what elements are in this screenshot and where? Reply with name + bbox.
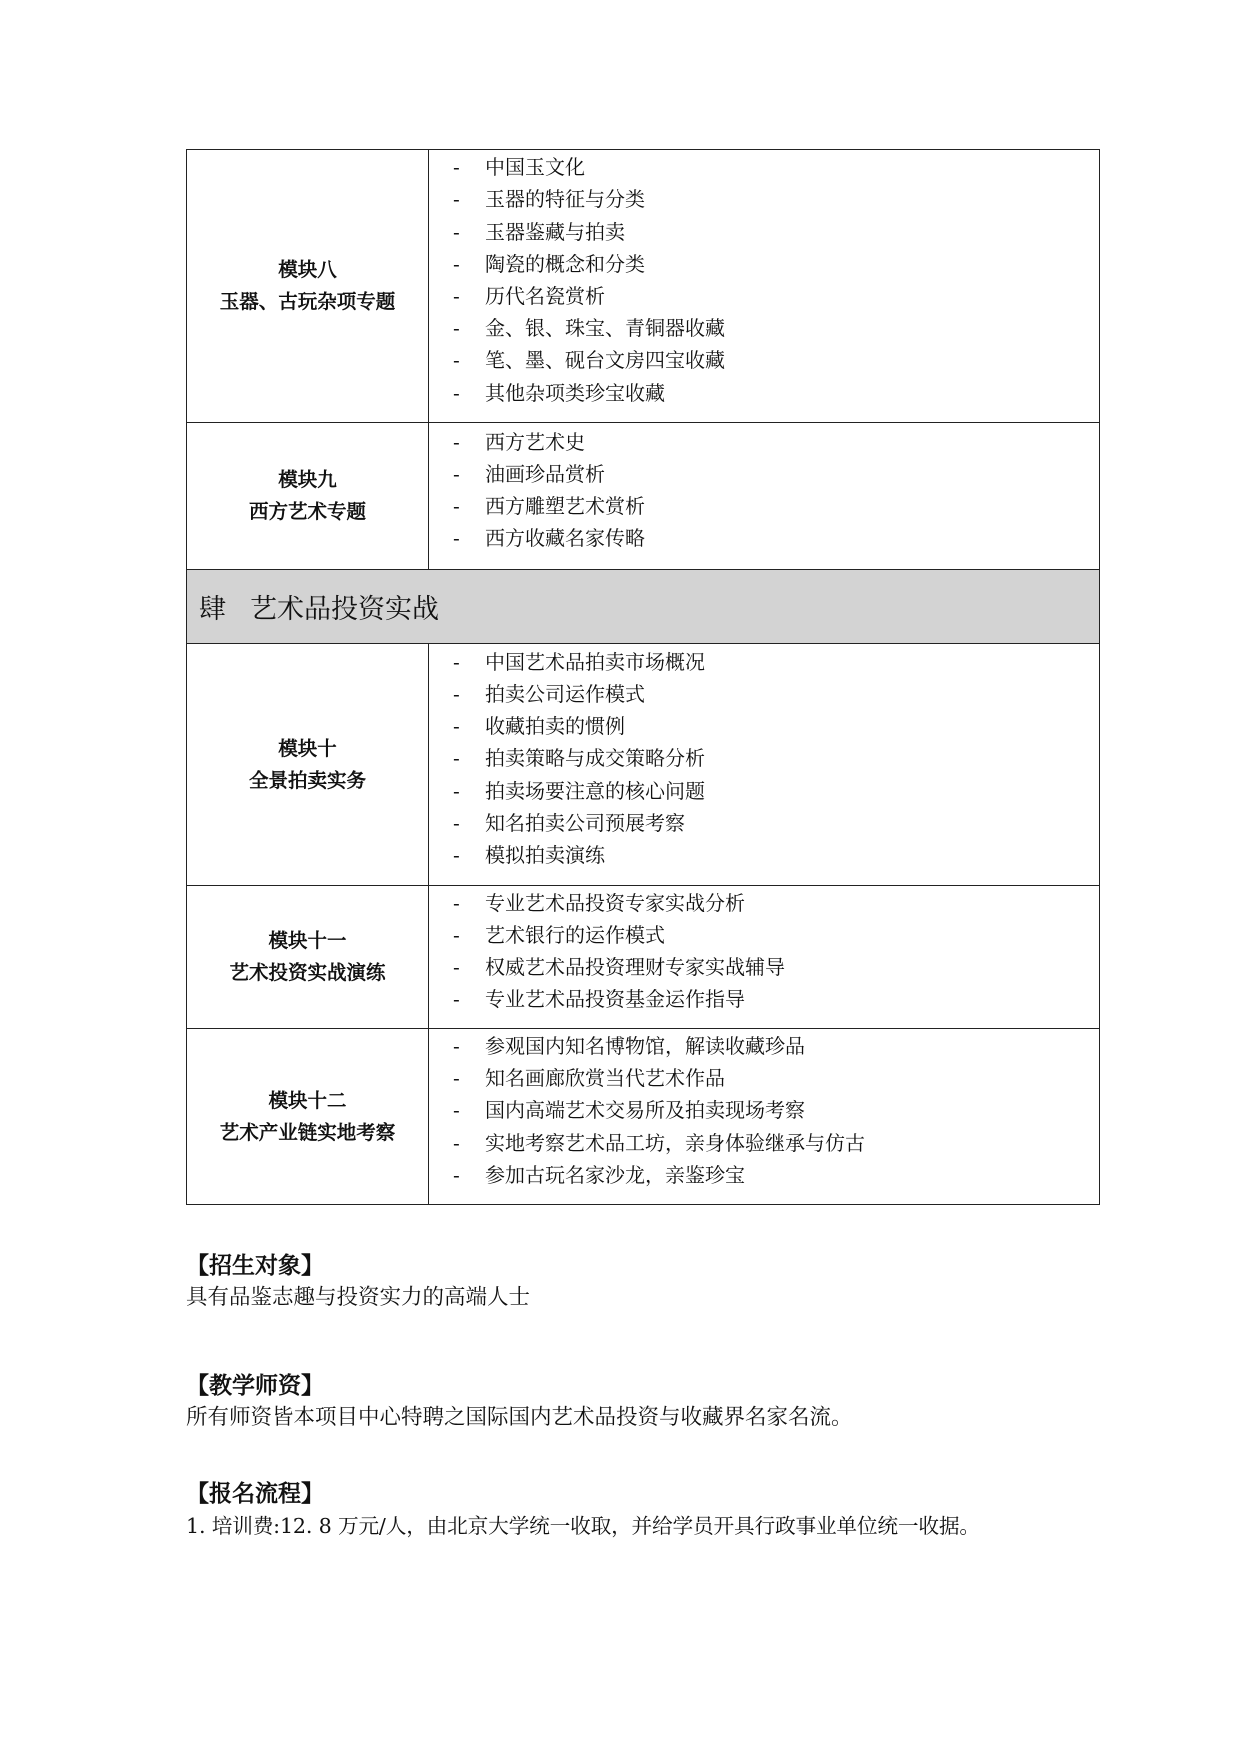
dash-bullet: -: [453, 187, 460, 212]
dash-bullet: -: [453, 429, 460, 454]
enrollment-heading: 【招生对象】: [186, 1253, 324, 1279]
topic-text: 历代名瓷赏析: [485, 284, 605, 308]
topic-item: [429, 951, 1099, 983]
topic-text: 参加古玩名家沙龙，亲鉴珍宝: [485, 1162, 745, 1187]
module-title: 西方艺术专题: [248, 500, 366, 523]
dash-bullet: -: [453, 1098, 460, 1123]
topic-item: [429, 1094, 1099, 1126]
topic-item: [429, 1030, 1099, 1062]
topic-text: 实地考察艺术品工坊，亲身体验继承与仿古: [485, 1130, 865, 1155]
topic-text: 模拟拍卖演练: [485, 842, 605, 867]
topic-item: [429, 344, 1099, 376]
module-title: 全景拍卖实务: [248, 768, 366, 792]
topic-item: [429, 807, 1099, 839]
section-header: [187, 570, 1100, 644]
dash-bullet: -: [453, 251, 460, 276]
topic-text: 专业艺术品投资专家实战分析: [485, 890, 745, 915]
dash-bullet: -: [453, 1162, 460, 1187]
topic-item: [429, 458, 1099, 490]
topic-text: 参观国内知名博物馆，解读收藏珍品: [485, 1034, 805, 1059]
dash-bullet: -: [453, 746, 460, 771]
topic-list: [429, 151, 1099, 421]
topic-text: 拍卖策略与成交策略分析: [485, 746, 705, 771]
topic-text: 笔、墨、砚台文房四宝收藏: [485, 348, 725, 373]
topic-item: [429, 522, 1099, 554]
topic-text: 国内高端艺术交易所及拍卖现场考察: [485, 1098, 805, 1123]
topic-text: 权威艺术品投资理财专家实战辅导: [485, 955, 785, 979]
dash-bullet: -: [453, 1066, 460, 1091]
topic-item: [429, 919, 1099, 951]
enrollment-section: [186, 1250, 1106, 1314]
topic-item: [429, 248, 1099, 280]
dash-bullet: -: [453, 890, 460, 915]
topic-item: [429, 775, 1099, 807]
section-number: 肆: [199, 594, 226, 625]
topic-item: [429, 151, 1099, 183]
dash-bullet: -: [453, 219, 460, 244]
topics-cell: [429, 150, 1100, 423]
dash-bullet: -: [453, 810, 460, 835]
module-row-11: [187, 886, 1100, 1029]
topic-list: [429, 426, 1099, 567]
topic-text: 陶瓷的概念和分类: [485, 251, 645, 276]
topic-list: [429, 1030, 1099, 1203]
topic-item: [429, 678, 1099, 710]
module-number: 模块十: [278, 736, 337, 760]
topic-item: [429, 839, 1099, 871]
faculty-section: [186, 1370, 1106, 1434]
module-row-12: [187, 1029, 1100, 1205]
module-cell: [187, 423, 429, 570]
topic-text: 金、银、珠宝、青铜器收藏: [485, 316, 725, 341]
topic-text: 艺术银行的运作模式: [485, 922, 665, 947]
topic-item: [429, 216, 1099, 248]
module-cell: [187, 644, 429, 886]
topic-item: [429, 887, 1099, 919]
section-row: [187, 570, 1100, 644]
topic-text: 西方艺术史: [485, 429, 585, 454]
dash-bullet: -: [453, 714, 460, 739]
dash-bullet: -: [453, 380, 460, 405]
module-title: 艺术产业链实地考察: [219, 1120, 396, 1144]
topic-text: 拍卖场要注意的核心问题: [485, 778, 705, 803]
module-number: 模块十一: [268, 929, 347, 952]
dash-bullet: -: [453, 348, 460, 373]
dash-bullet: -: [453, 682, 460, 707]
dash-bullet: -: [453, 494, 460, 518]
module-row-10: [187, 644, 1100, 886]
topic-item: [429, 710, 1099, 742]
topic-list: [429, 887, 1099, 1028]
dash-bullet: -: [453, 778, 460, 803]
registration-section: [186, 1478, 1106, 1542]
module-cell: [187, 886, 429, 1029]
topic-text: 知名拍卖公司预展考察: [485, 810, 685, 835]
module-title: 玉器、古玩杂项专题: [219, 290, 396, 313]
dash-bullet: -: [453, 284, 460, 308]
topic-text: 中国艺术品拍卖市场概况: [485, 649, 705, 674]
module-number: 模块八: [278, 258, 337, 281]
dash-bullet: -: [453, 155, 460, 180]
topic-text: 油画珍品赏析: [485, 461, 605, 486]
topic-text: 知名画廊欣赏当代艺术作品: [485, 1066, 725, 1091]
topics-cell: [429, 644, 1100, 886]
topic-item: [429, 1159, 1099, 1191]
registration-heading: 【报名流程】: [186, 1481, 324, 1507]
topic-text: 拍卖公司运作模式: [485, 682, 645, 707]
faculty-heading: 【教学师资】: [186, 1373, 324, 1399]
dash-bullet: -: [453, 1034, 460, 1059]
topic-text: 专业艺术品投资基金运作指导: [485, 987, 745, 1012]
enrollment-text: 具有品鉴志趣与投资实力的高端人士: [186, 1285, 531, 1310]
topic-item: [429, 426, 1099, 458]
section-title: 艺术品投资实战: [250, 594, 439, 625]
topic-item: [429, 280, 1099, 312]
topics-cell: [429, 423, 1100, 570]
dash-bullet: -: [453, 461, 460, 486]
topic-text: 玉器的特征与分类: [485, 187, 645, 212]
registration-item-1: 1. 培训费:12. 8 万元/人，由北京大学统一收取，并给学员开具行政事业单位统一收据。: [186, 1514, 980, 1538]
dash-bullet: -: [453, 955, 460, 979]
topic-text: 西方雕塑艺术赏析: [485, 494, 645, 518]
topic-item: [429, 490, 1099, 522]
dash-bullet: -: [453, 649, 460, 674]
module-cell: [187, 150, 429, 423]
curriculum-table: [186, 149, 1100, 1205]
dash-bullet: -: [453, 987, 460, 1012]
module-row-8: [187, 150, 1100, 423]
dash-bullet: -: [453, 922, 460, 947]
module-cell: [187, 1029, 429, 1205]
topics-cell: [429, 1029, 1100, 1205]
topic-item: [429, 983, 1099, 1015]
topic-item: [429, 1062, 1099, 1094]
dash-bullet: -: [453, 842, 460, 867]
module-number: 模块九: [278, 468, 337, 491]
module-title: 艺术投资实战演练: [229, 961, 386, 984]
dash-bullet: -: [453, 526, 460, 551]
topics-cell: [429, 886, 1100, 1029]
topic-item: [429, 377, 1099, 409]
topic-text: 西方收藏名家传略: [485, 526, 645, 551]
topic-item: [429, 742, 1099, 774]
dash-bullet: -: [453, 1130, 460, 1155]
topic-item: [429, 1127, 1099, 1159]
topic-list: [429, 646, 1099, 883]
topic-text: 其他杂项类珍宝收藏: [485, 380, 665, 405]
topic-text: 中国玉文化: [485, 155, 585, 180]
topic-item: [429, 312, 1099, 344]
topic-text: 玉器鉴藏与拍卖: [485, 219, 625, 244]
topic-text: 收藏拍卖的惯例: [485, 714, 625, 739]
module-number: 模块十二: [268, 1088, 347, 1112]
faculty-text: 所有师资皆本项目中心特聘之国际国内艺术品投资与收藏界名家名流。: [186, 1405, 853, 1430]
topic-item: [429, 183, 1099, 215]
topic-item: [429, 646, 1099, 678]
module-row-9: [187, 423, 1100, 570]
dash-bullet: -: [453, 316, 460, 341]
